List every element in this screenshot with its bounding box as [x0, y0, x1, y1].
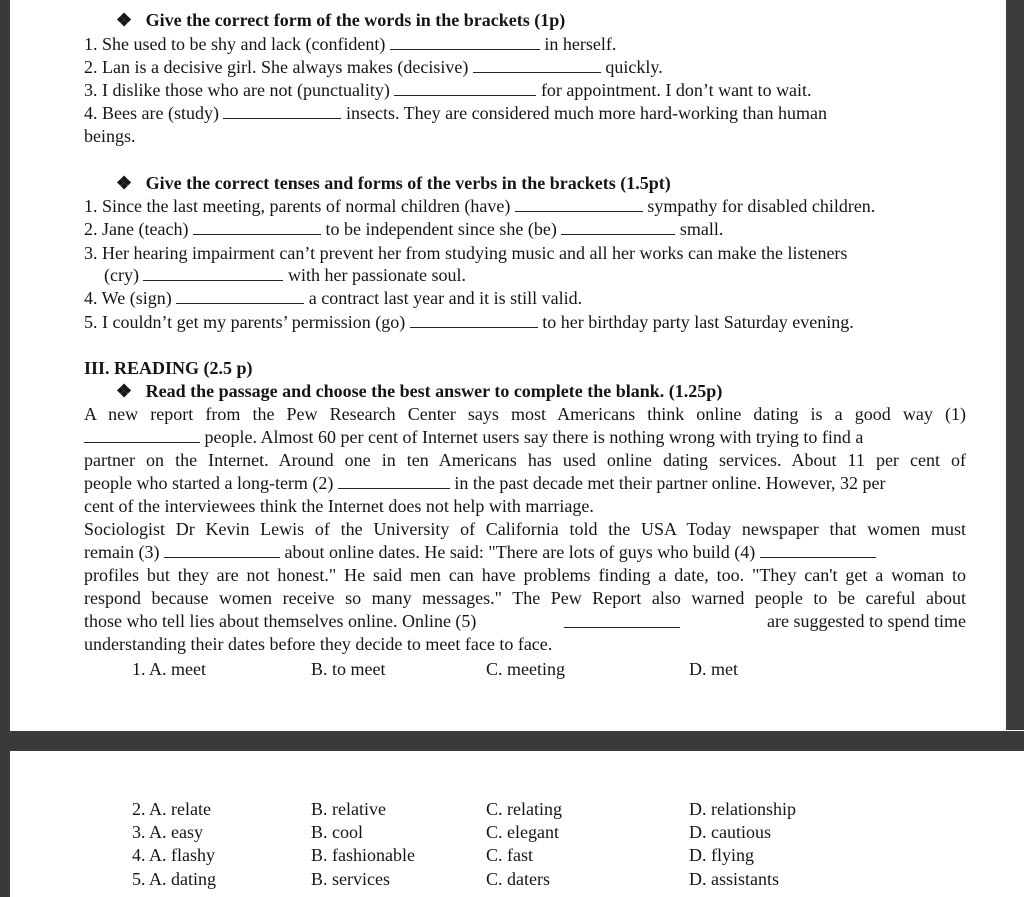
bullet-diamond-icon: ❖	[116, 10, 133, 30]
photo-frame-right	[1006, 0, 1024, 730]
answer-blank[interactable]	[561, 220, 675, 235]
section1-item-4: 4. Bees are (study) insects. They are considered much more hard-working than human	[84, 103, 827, 123]
option-1b[interactable]: B. to meet	[311, 659, 386, 679]
bullet-diamond-icon: ❖	[116, 381, 133, 401]
passage-line: partner on the Internet. Around one in ten Americans has used online dating services. About 11 per cent of	[84, 450, 966, 470]
section2-heading: ❖ Give the correct tenses and forms of the verbs in the brackets (1.5pt)	[116, 173, 671, 193]
option-5d[interactable]: D. assistants	[689, 869, 779, 889]
option-1d[interactable]: D. met	[689, 659, 738, 679]
option-2b[interactable]: B. relative	[311, 799, 386, 819]
option-1c[interactable]: C. meeting	[486, 659, 565, 679]
option-3b[interactable]: B. cool	[311, 822, 363, 842]
option-4a[interactable]: 4. A. flashy	[132, 845, 215, 865]
page-divider	[0, 731, 1024, 751]
option-4b[interactable]: B. fashionable	[311, 845, 415, 865]
answer-blank[interactable]	[390, 35, 540, 50]
answer-blank[interactable]	[193, 220, 321, 235]
answer-blank[interactable]	[410, 313, 538, 328]
option-2d[interactable]: D. relationship	[689, 799, 796, 819]
answer-blank-2[interactable]	[338, 474, 450, 489]
section1-item-1: 1. She used to be shy and lack (confident) in herself.	[84, 34, 617, 54]
answer-blank[interactable]	[223, 104, 341, 119]
option-5a[interactable]: 5. A. dating	[132, 869, 216, 889]
section1-heading: ❖ Give the correct form of the words in the brackets (1p)	[116, 10, 566, 30]
option-4c[interactable]: C. fast	[486, 845, 533, 865]
answer-blank[interactable]	[473, 58, 601, 73]
passage-line: A new report from the Pew Research Center says most Americans think online dating is a good way (1)	[84, 404, 966, 424]
passage-line: respond because women receive so many messages." The Pew Report also warned people to be careful about	[84, 588, 966, 608]
passage-line: those who tell lies about themselves online. Online (5) are suggested to spend time	[84, 611, 966, 631]
answer-blank-4[interactable]	[760, 543, 876, 558]
section2-item-3-cont: (cry) with her passionate soul.	[104, 265, 466, 285]
section2-item-3: 3. Her hearing impairment can’t prevent her from studying music and all her works can make the listeners	[84, 243, 848, 263]
passage-line: profiles but they are not honest." He said men can have problems finding a date, too. "They can't get a woman to	[84, 565, 966, 585]
section2-item-5: 5. I couldn’t get my parents’ permission (go) to her birthday party last Saturday evening.	[84, 312, 854, 332]
section2-item-4: 4. We (sign) a contract last year and it is still valid.	[84, 288, 583, 308]
answer-blank[interactable]	[176, 289, 304, 304]
passage-line: remain (3) about online dates. He said: "There are lots of guys who build (4)	[84, 542, 876, 562]
passage-line: cent of the interviewees think the Internet does not help with marriage.	[84, 496, 594, 516]
option-3d[interactable]: D. cautious	[689, 822, 771, 842]
section2-item-1: 1. Since the last meeting, parents of normal children (have) sympathy for disabled children.	[84, 196, 876, 216]
answer-blank-3[interactable]	[164, 543, 280, 558]
answer-blank-1[interactable]	[84, 428, 200, 443]
option-4d[interactable]: D. flying	[689, 845, 754, 865]
answer-blank-5[interactable]	[564, 613, 680, 628]
option-5b[interactable]: B. services	[311, 869, 390, 889]
passage-line: Sociologist Dr Kevin Lewis of the University of California told the USA Today newspaper that women must	[84, 519, 966, 539]
option-2c[interactable]: C. relating	[486, 799, 562, 819]
passage-line: people. Almost 60 per cent of Internet users say there is nothing wrong with trying to find a	[84, 427, 863, 447]
option-1a[interactable]: 1. A. meet	[132, 659, 206, 679]
section1-item-2: 2. Lan is a decisive girl. She always makes (decisive) quickly.	[84, 57, 663, 77]
option-3a[interactable]: 3. A. easy	[132, 822, 203, 842]
answer-blank[interactable]	[394, 81, 536, 96]
option-2a[interactable]: 2. A. relate	[132, 799, 211, 819]
section1-item-3: 3. I dislike those who are not (punctuality) for appointment. I don’t want to wait.	[84, 80, 812, 100]
section2-item-2: 2. Jane (teach) to be independent since she (be) small.	[84, 219, 724, 239]
passage-line: understanding their dates before they decide to meet face to face.	[84, 634, 553, 654]
bullet-diamond-icon: ❖	[116, 173, 133, 193]
reading-instruction: ❖ Read the passage and choose the best answer to complete the blank. (1.25p)	[116, 381, 723, 401]
answer-blank[interactable]	[143, 266, 283, 281]
section1-item-4-cont: beings.	[84, 126, 136, 146]
passage-line: people who started a long-term (2) in the past decade met their partner online. However, 32 per	[84, 473, 886, 493]
option-3c[interactable]: C. elegant	[486, 822, 559, 842]
photo-frame-left	[0, 0, 10, 897]
option-5c[interactable]: C. daters	[486, 869, 550, 889]
reading-title: III. READING (2.5 p)	[84, 358, 253, 378]
answer-blank[interactable]	[515, 197, 643, 212]
